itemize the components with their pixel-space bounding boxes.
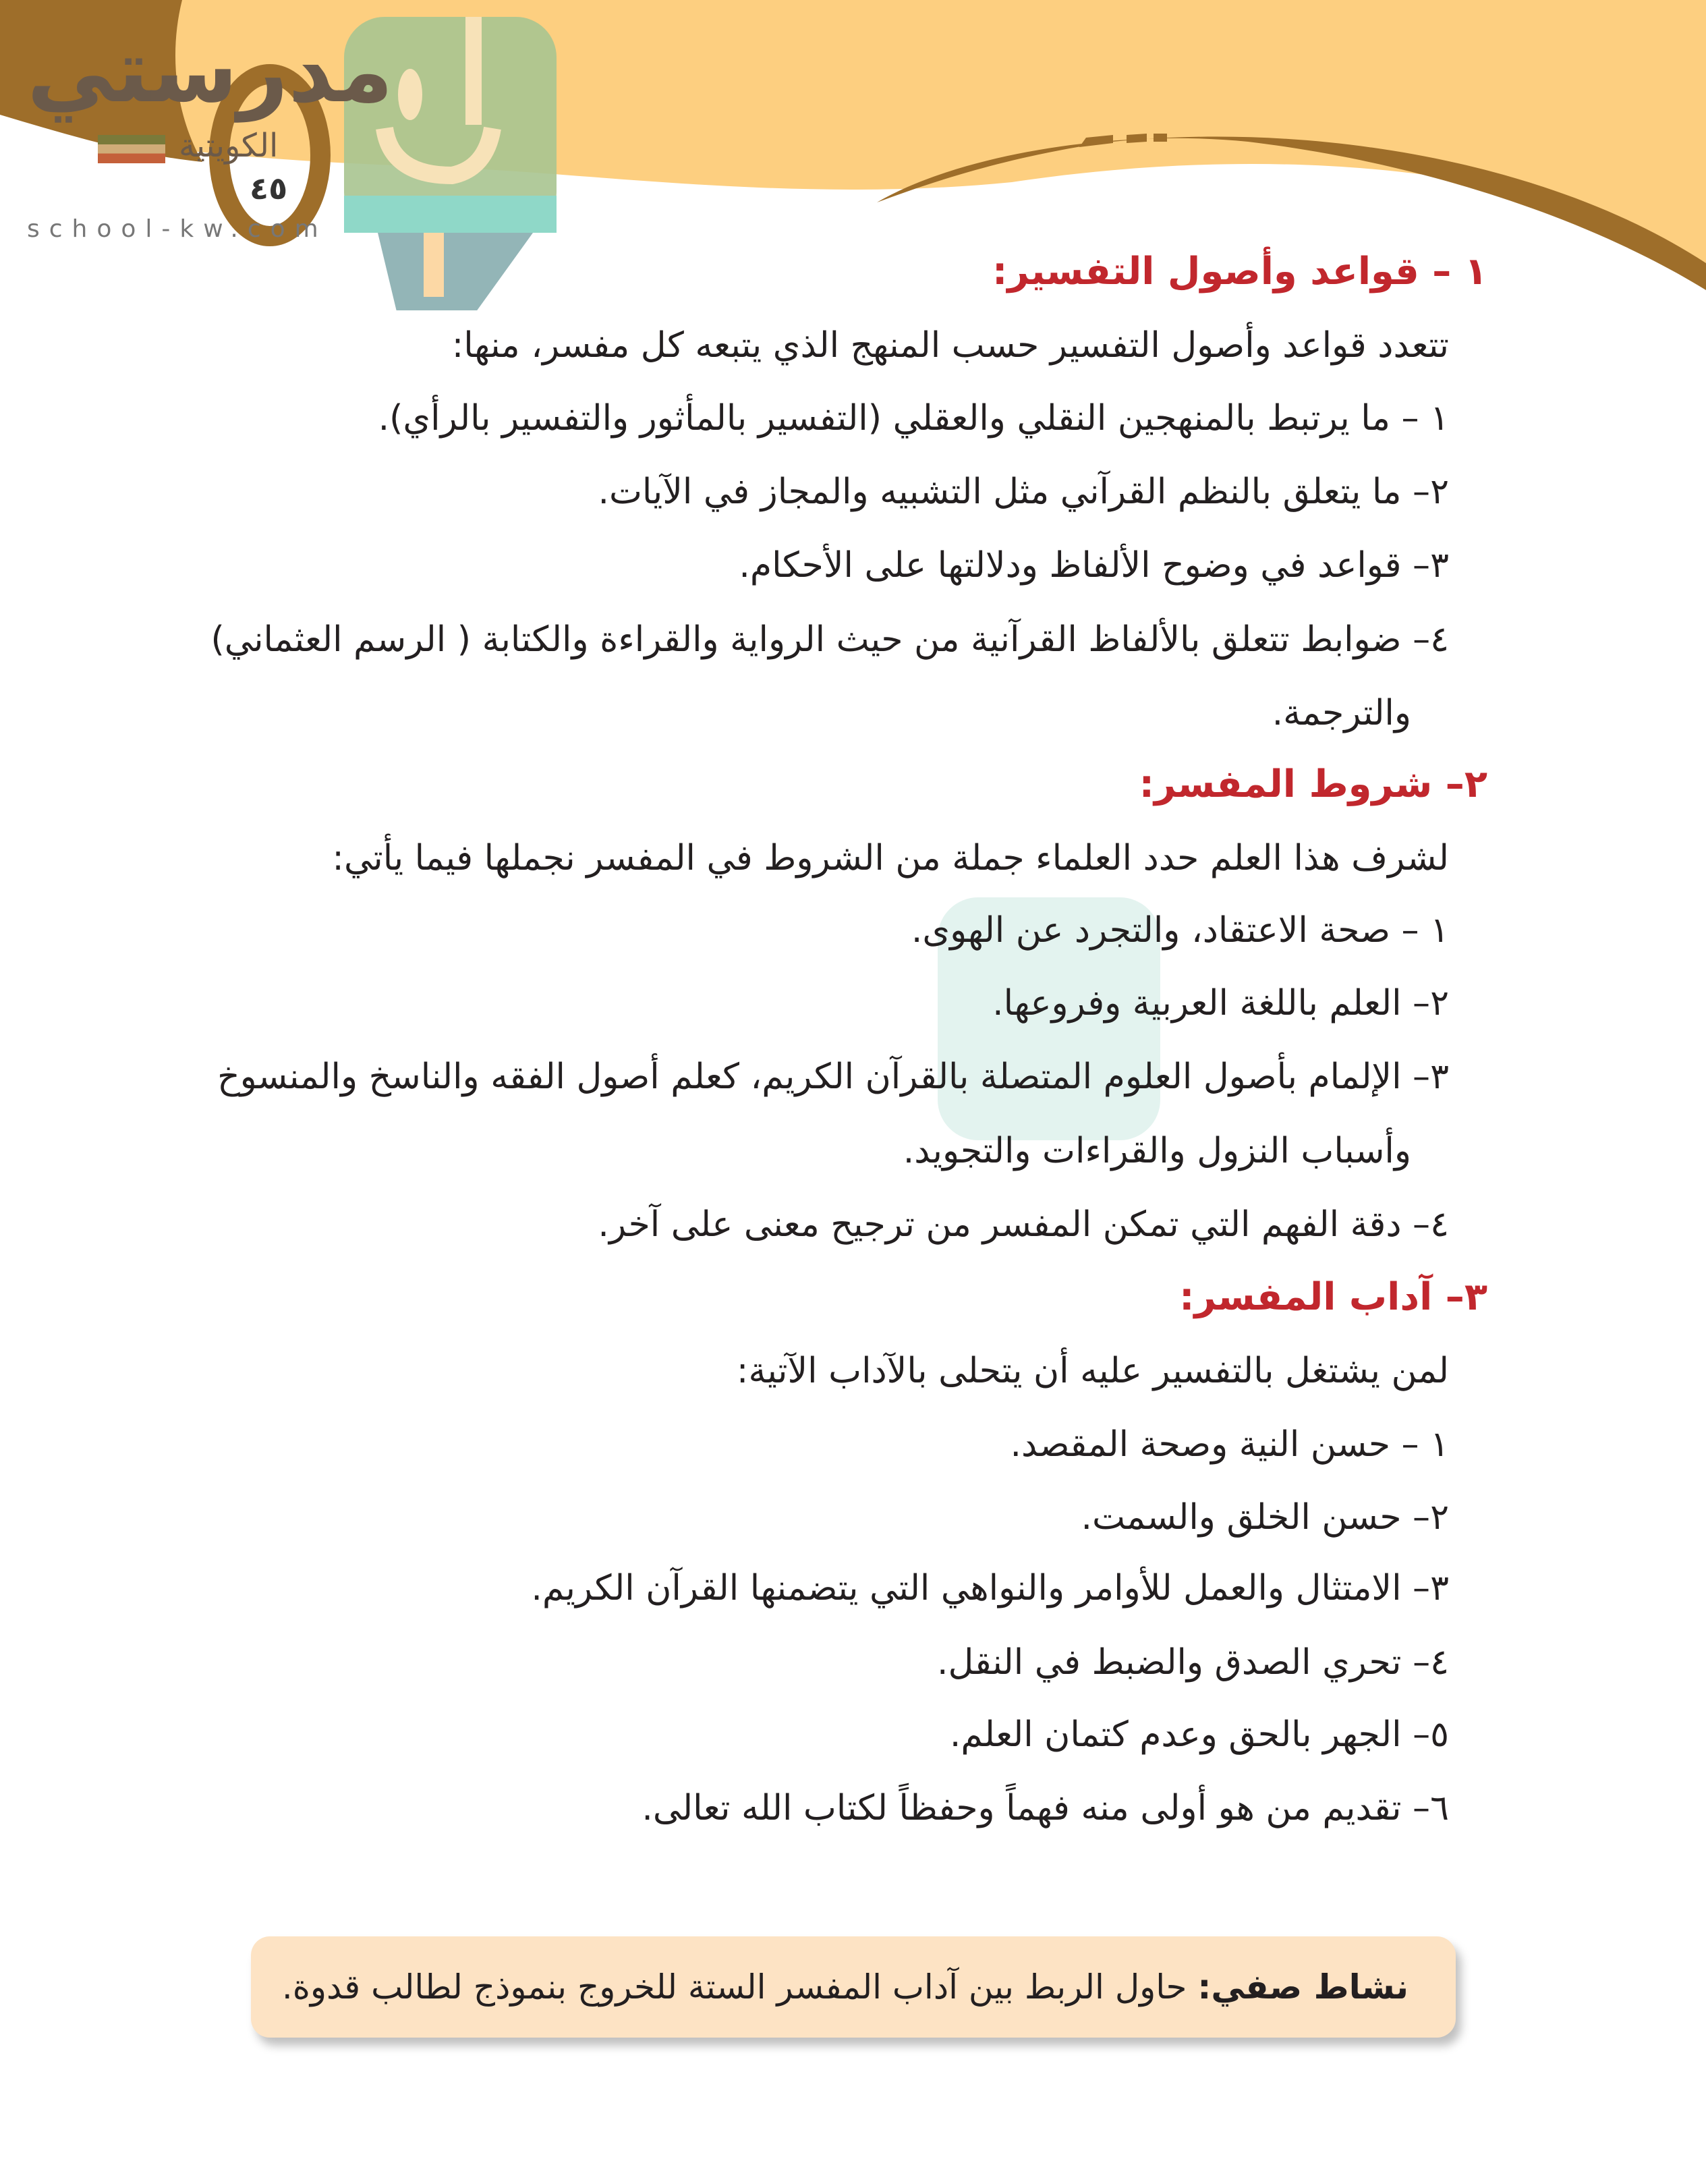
list-item: ٣– الامتثال والعمل للأوامر والنواهي التي يتضمنها القرآن الكريم. [531, 1568, 1449, 1608]
list-item: ٣– الإلمام بأصول العلوم المتصلة بالقرآن الكريم، كعلم أصول الفقه والناسخ والمنسوخ [217, 1057, 1449, 1097]
list-item: ٢– ما يتعلق بالنظم القرآني مثل التشبيه والمجاز في الآيات. [598, 472, 1449, 512]
list-item: ١ – حسن النية وصحة المقصد. [1010, 1424, 1449, 1465]
section-2-intro: لشرف هذا العلم حدد العلماء جملة من الشروط في المفسر نجملها فيما يأتي: [332, 838, 1449, 878]
activity-label: نشاط صفي: [1197, 1967, 1409, 2007]
list-item: ٤– ضوابط تتعلق بالألفاظ القرآنية من حيث الرواية والقراءة والكتابة ( الرسم العثماني) [210, 619, 1449, 660]
list-item: ٢– العلم باللغة العربية وفروعها. [992, 983, 1449, 1024]
list-item: ١ – صحة الاعتقاد، والتجرد عن الهوى. [911, 910, 1449, 951]
activity-box [251, 1936, 1456, 2038]
logo-url: school-kw.com [27, 215, 328, 243]
kuwait-flag-icon [98, 135, 165, 163]
section-3-title: ٣– آداب المفسر: [1179, 1275, 1487, 1319]
logo-text: مدرستي [27, 20, 393, 122]
section-1-title: ١ – قواعد وأصول التفسير: [992, 250, 1487, 293]
section-3-intro: لمن يشتغل بالتفسير عليه أن يتحلى بالآداب الآتية: [736, 1351, 1449, 1391]
page-number: ٤٥ [250, 170, 288, 206]
section-1-intro: تتعدد قواعد وأصول التفسير حسب المنهج الذي يتبعه كل مفسر، منها: [451, 325, 1449, 366]
list-item: ١ – ما يرتبط بالمنهجين النقلي والعقلي (التفسير بالمأثور والتفسير بالرأي). [378, 398, 1449, 439]
list-item: ٤– دقة الفهم التي تمكن المفسر من ترجيح معنى على آخر. [598, 1204, 1449, 1245]
activity-text: حاول الربط بين آداب المفسر الستة للخروج بنموذج لطالب قدوة. [281, 1967, 1198, 2007]
section-2-title: ٢– شروط المفسر: [1139, 762, 1487, 806]
logo-subtitle: الكويتية [179, 127, 279, 165]
list-item: ٦– تقديم من هو أولى منه فهماً وحفظاً لكتاب الله تعالى. [642, 1788, 1449, 1828]
list-item: ٤– تحري الصدق والضبط في النقل. [937, 1642, 1449, 1683]
list-item-continuation: وأسباب النزول والقراءات والتجويد. [903, 1131, 1411, 1171]
list-item: ٢– حسن الخلق والسمت. [1081, 1497, 1449, 1538]
list-item: ٥– الجهر بالحق وعدم كتمان العلم. [949, 1714, 1449, 1755]
list-item: ٣– قواعد في وضوح الألفاظ ودلالتها على الأحكام. [739, 545, 1449, 586]
list-item-continuation: والترجمة. [1272, 693, 1411, 733]
